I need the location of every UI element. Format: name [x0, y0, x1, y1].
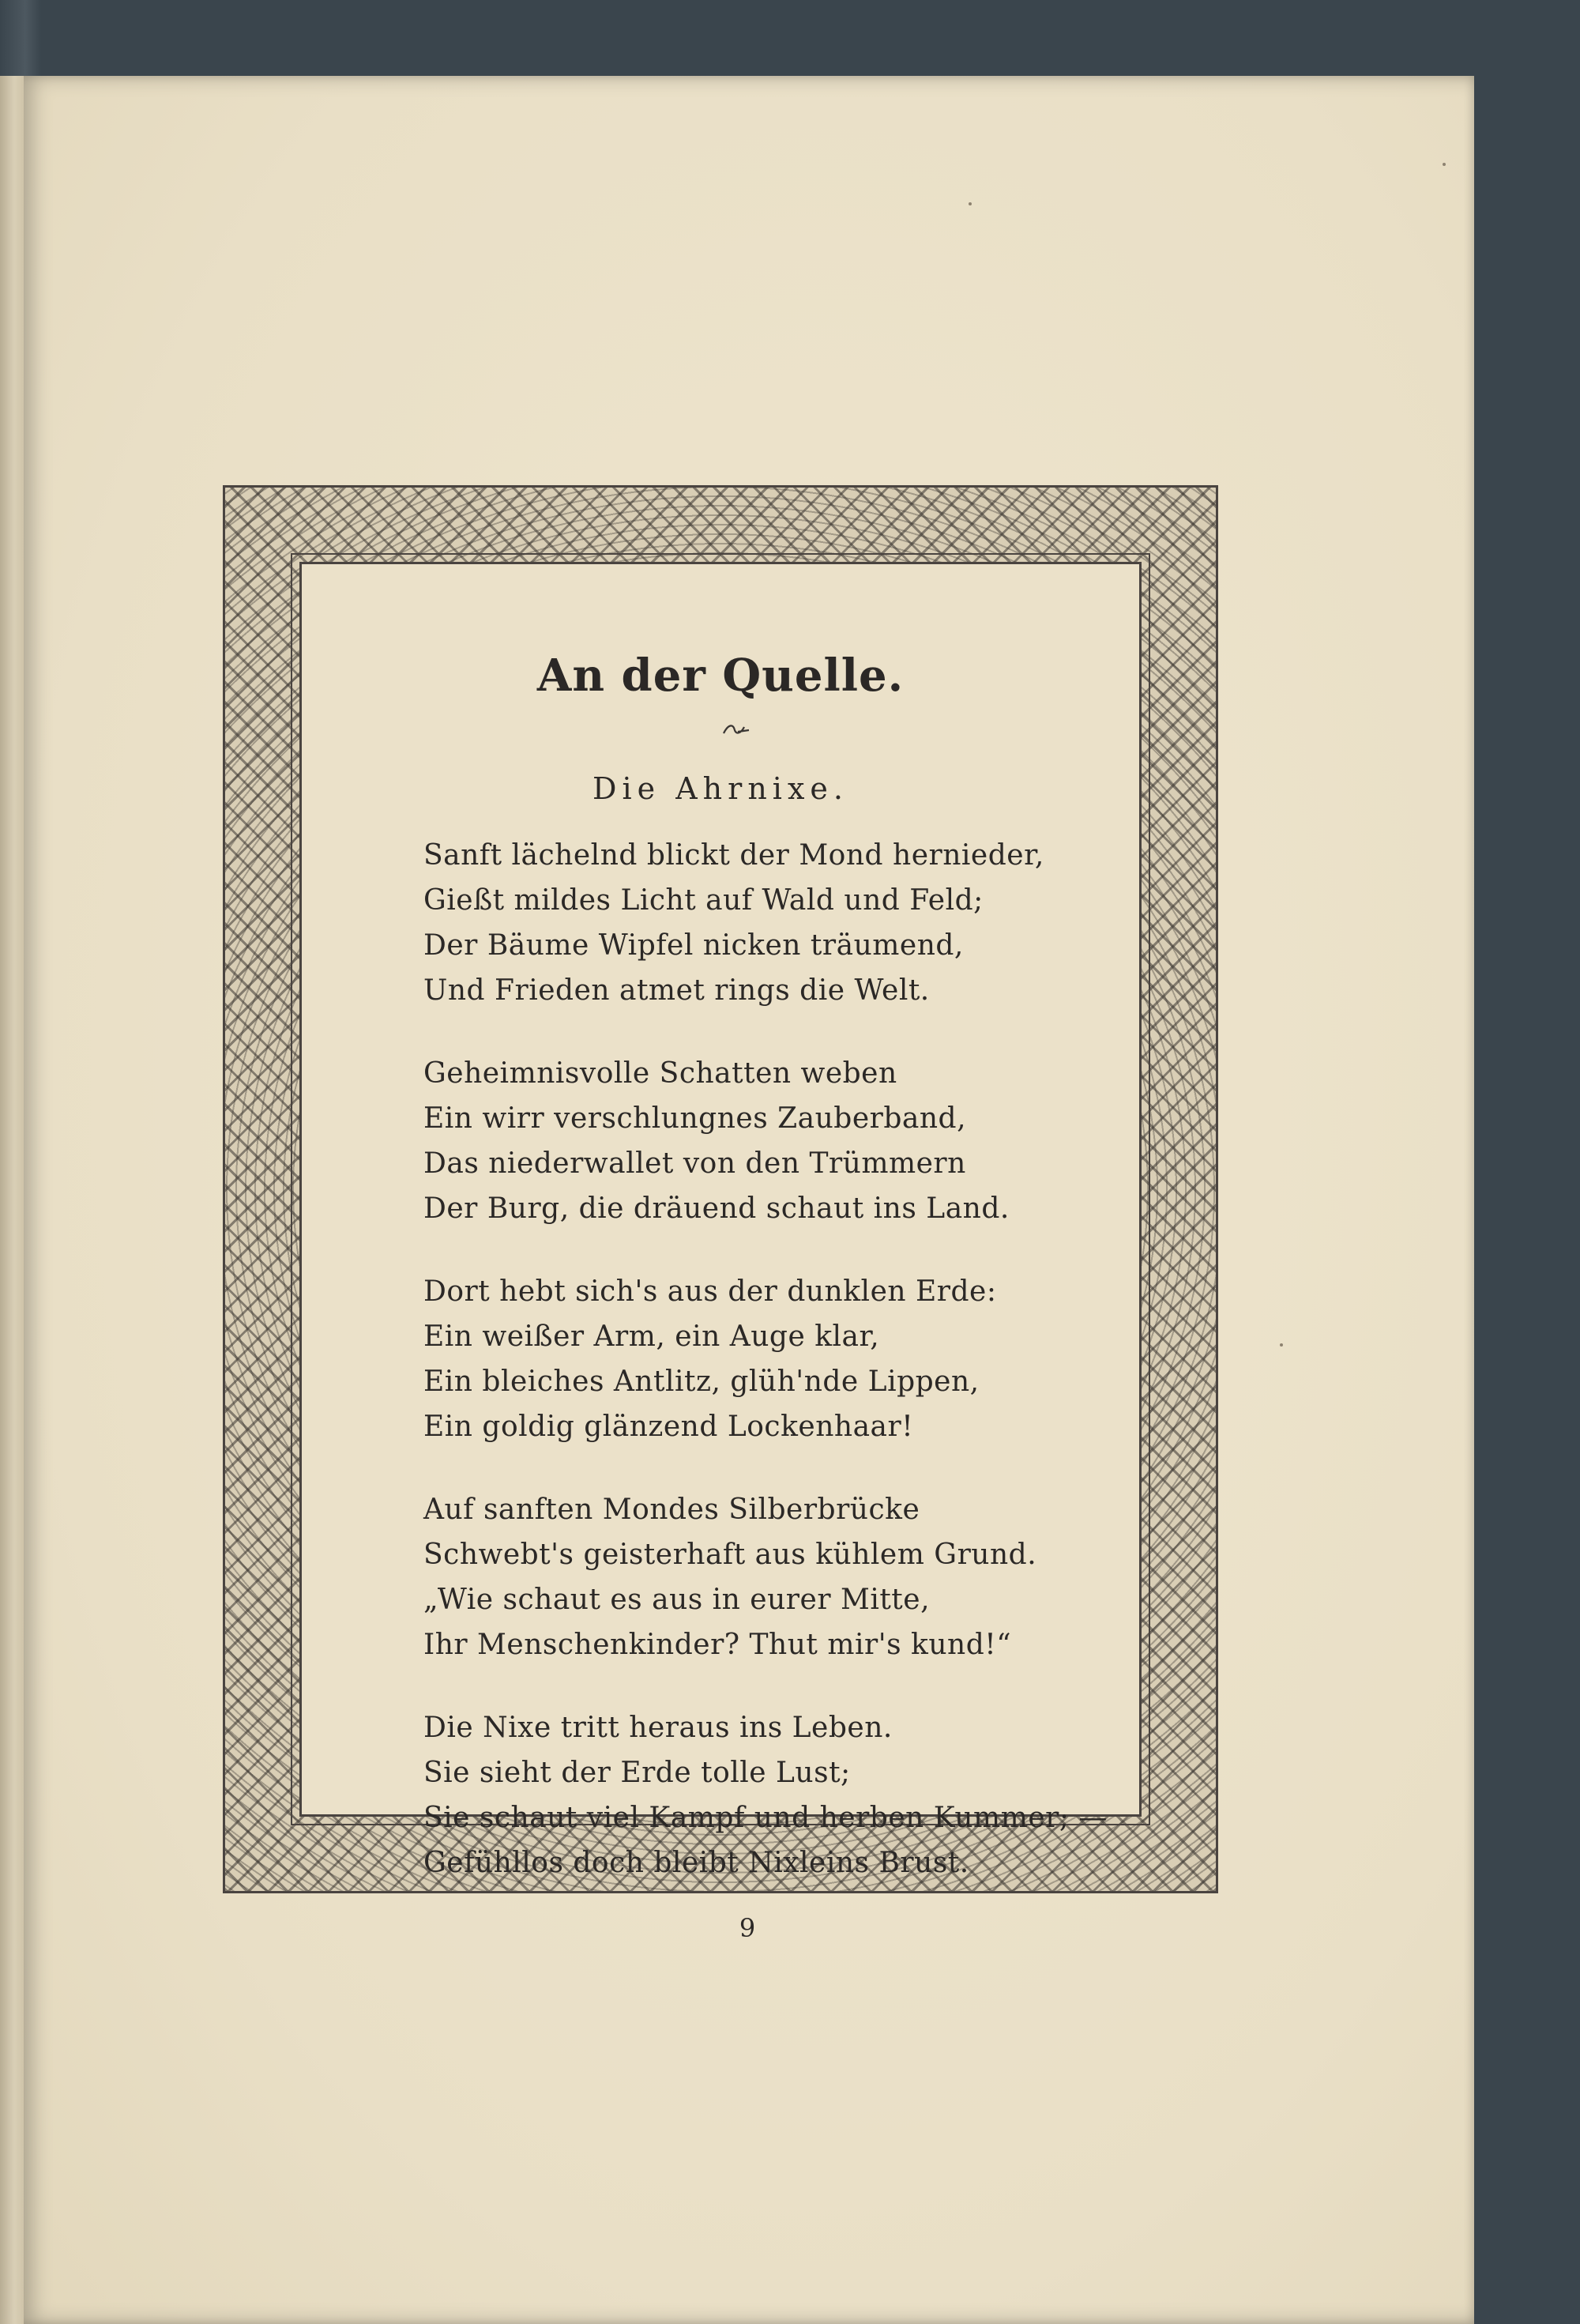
verse-line: Schwebt's geisterhaft aus kühlem Grund. — [423, 1539, 1037, 1571]
stanza — [423, 1487, 1134, 1667]
verse-line: Das niederwallet von den Trümmern — [423, 1147, 966, 1180]
paper-speck — [1443, 163, 1446, 166]
verse-line: Der Bäume Wipfel nicken träumend, — [423, 929, 964, 962]
book-page — [21, 76, 1474, 2324]
verse-line: Auf sanften Mondes Silberbrücke — [423, 1493, 920, 1526]
verse-line: Die Nixe tritt heraus ins Leben. — [423, 1712, 893, 1744]
verse-line: Sie schaut viel Kampf und herben Kummer; — — [423, 1802, 1108, 1834]
poem-title: An der Quelle. — [536, 650, 905, 702]
page-number: 9 — [739, 1913, 756, 1943]
verse-line: Und Frieden atmet rings die Welt. — [423, 974, 930, 1007]
previous-page-edge — [0, 76, 24, 2324]
stanza — [423, 1269, 1134, 1449]
stanza — [423, 833, 1134, 1013]
verse-line: Ein bleiches Antlitz, glüh'nde Lippen, — [423, 1365, 980, 1398]
verse-line: Sie sieht der Erde tolle Lust; — [423, 1757, 851, 1789]
verse-line: Der Burg, die dräuend schaut ins Land. — [423, 1192, 1010, 1225]
paper-speck — [969, 202, 972, 205]
verse-line: Ihr Menschenkinder? Thut mir's kund!“ — [423, 1629, 1012, 1661]
verse-line: Geheimnisvolle Schatten weben — [423, 1057, 897, 1090]
poem-subtitle: Die Ahrnixe. — [592, 771, 848, 806]
paper-speck — [1280, 1343, 1283, 1347]
poem-body — [423, 833, 1134, 1923]
verse-line: „Wie schaut es aus in eurer Mitte, — [423, 1584, 931, 1616]
verse-line: Ein wirr verschlungnes Zauberband, — [423, 1102, 967, 1135]
text-panel — [299, 562, 1142, 1879]
stanza — [423, 1051, 1134, 1231]
verse-line: Gefühllos doch bleibt Nixleins Brust. — [423, 1847, 969, 1879]
verse-line: Gießt mildes Licht auf Wald und Feld; — [423, 884, 984, 917]
floral-border-ornament — [223, 485, 1218, 1893]
verse-line: Ein weißer Arm, ein Auge klar, — [423, 1320, 880, 1353]
verse-line: Sanft lächelnd blickt der Mond hernieder, — [423, 839, 1044, 872]
stanza — [423, 1705, 1134, 1885]
verse-line: Dort hebt sich's aus der dunklen Erde: — [423, 1275, 997, 1308]
verse-line: Ein goldig glänzend Lockenhaar! — [423, 1411, 914, 1443]
flourish-icon — [720, 719, 752, 738]
